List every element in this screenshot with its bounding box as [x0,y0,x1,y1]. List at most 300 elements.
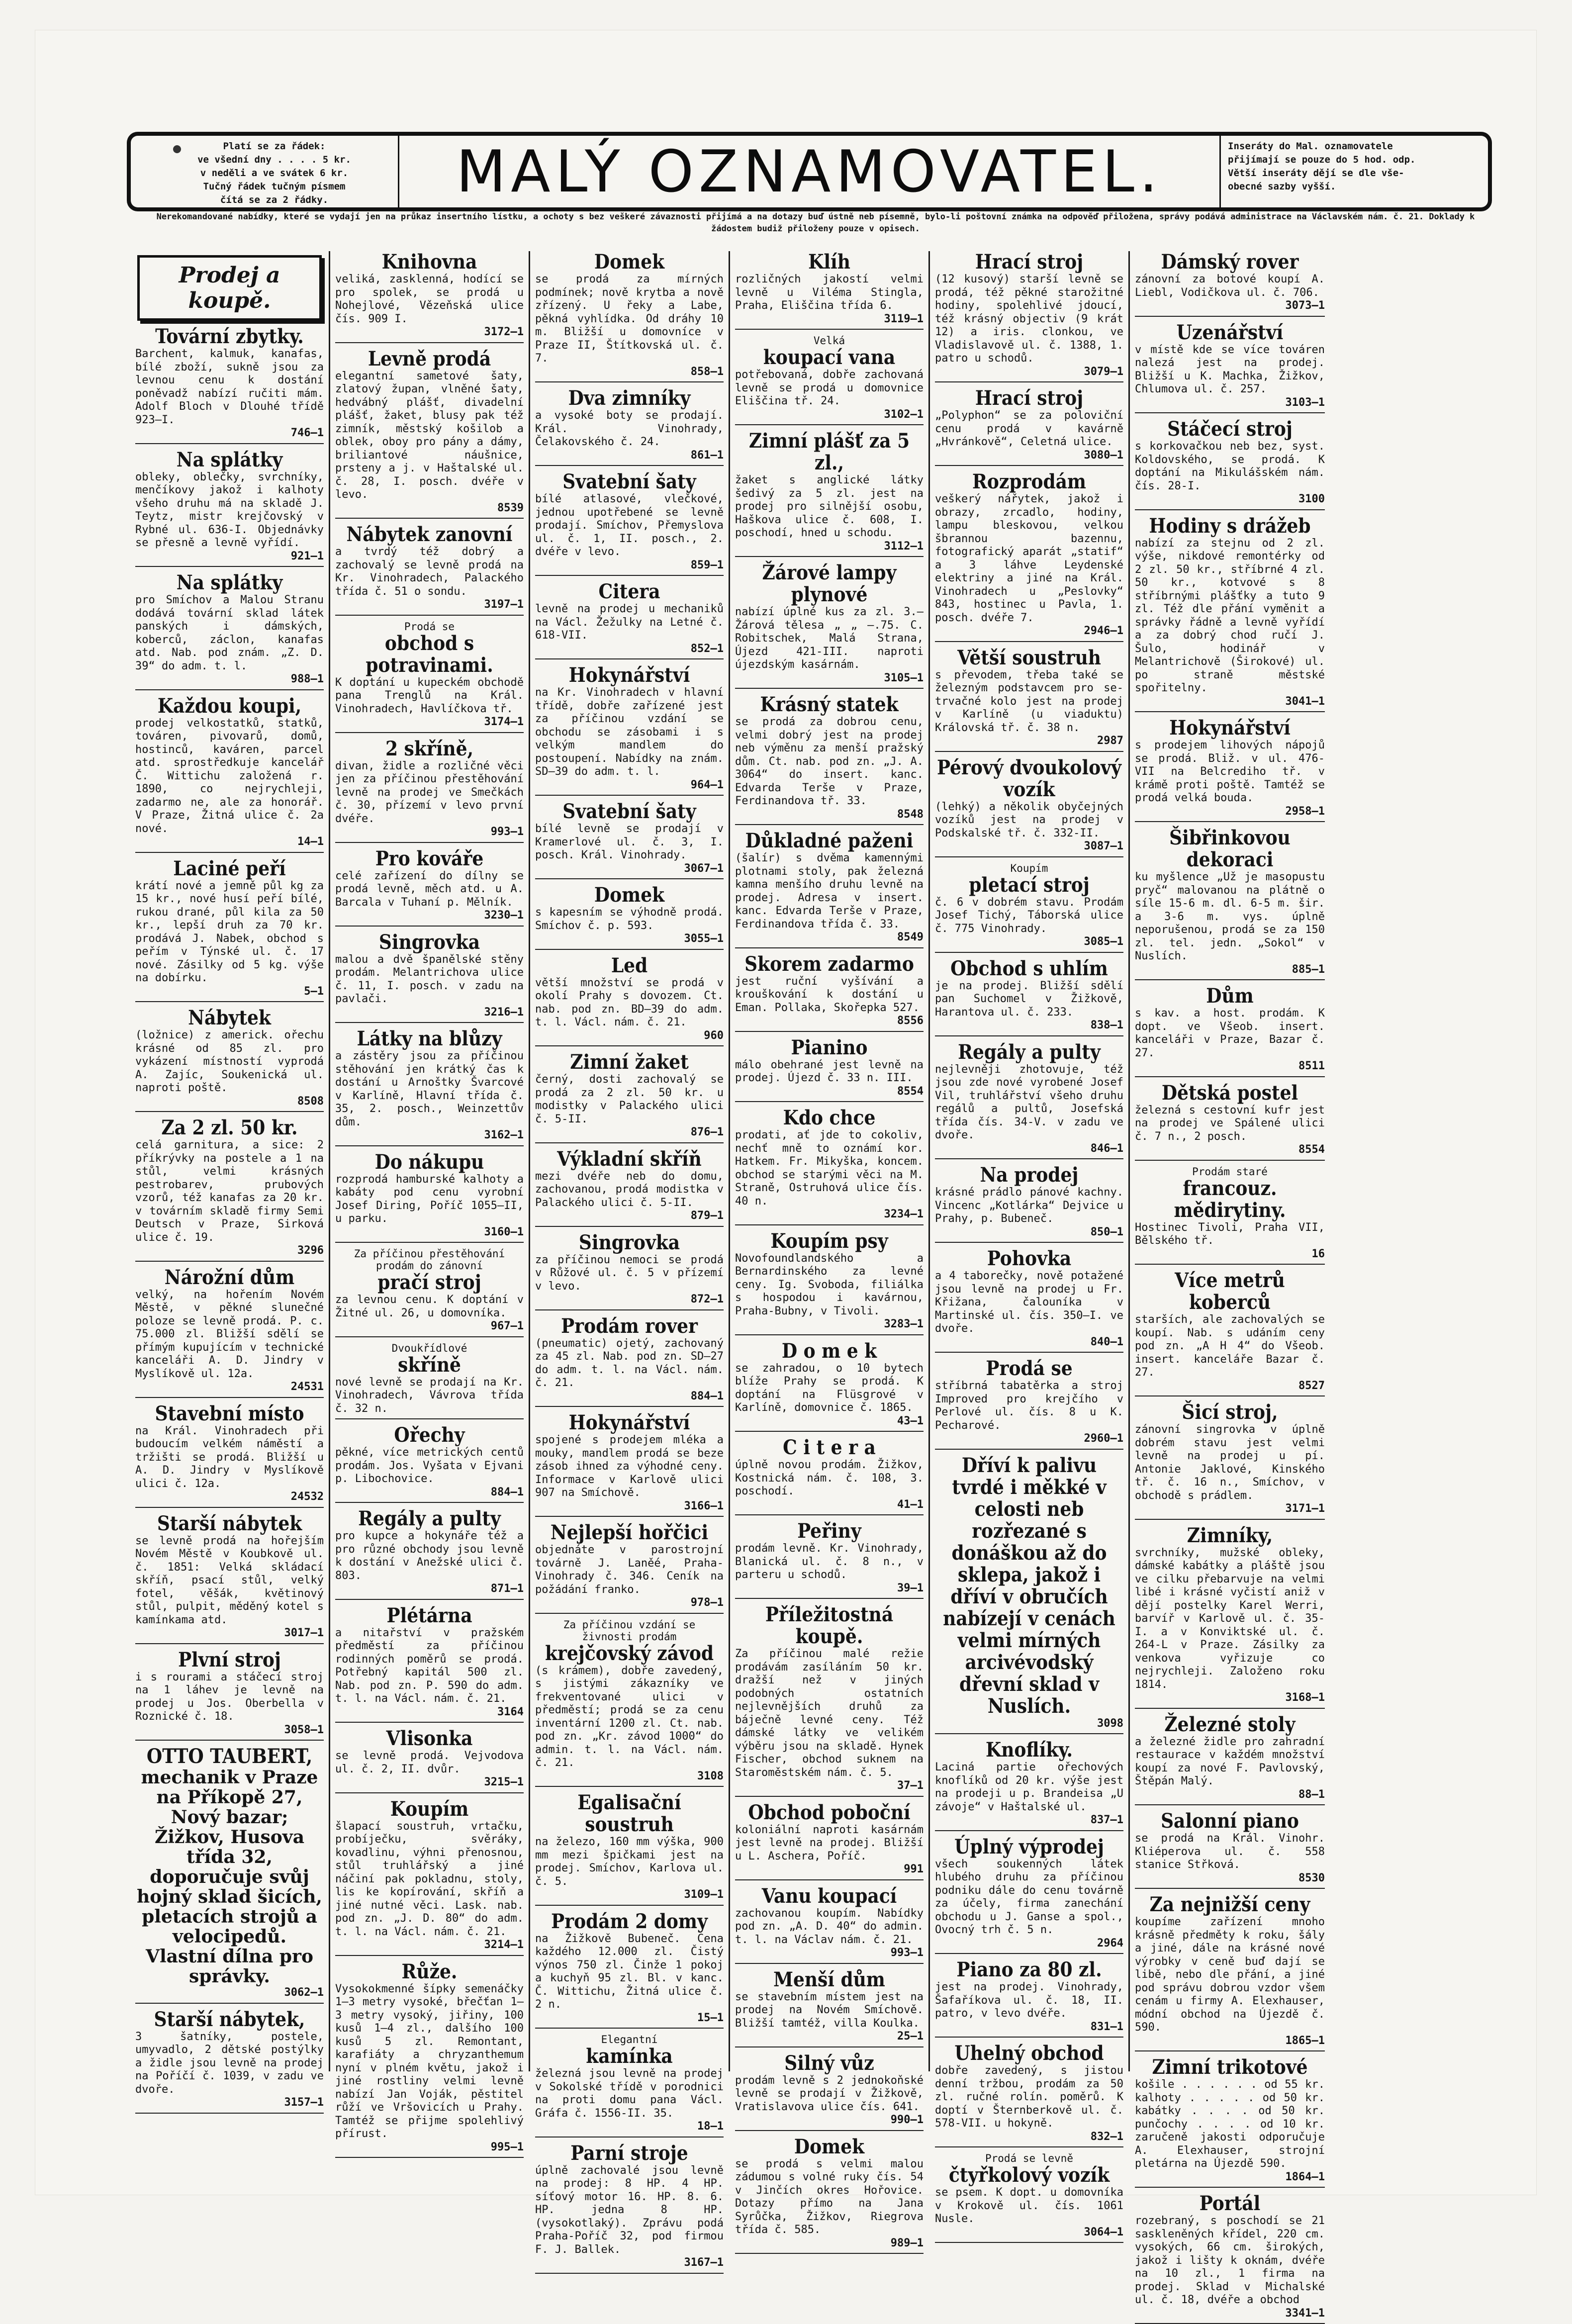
ad-code: 3108 [697,1769,724,1782]
ad-heading: Klíh [808,250,850,274]
ad-preheading: Koupím [1010,862,1048,874]
ad-code: 884—1 [490,1486,524,1498]
ad-body: (lehký) a několik obyčejných vozíků jest na prodej v Podskalské tř. č. 332-II. [935,800,1123,839]
classified-ad [1135,515,1325,713]
classified-ad [535,1315,724,1407]
ad-heading: francouz. mědirytiny. [1174,1176,1286,1222]
ad-body: prodám levně s 2 jednokoňské levně se prodají v Žižkově, Vratislavova ulice čís. 641. [735,2074,924,2113]
terms-line: Větší inseráty dějí se dle vše- [1228,168,1404,179]
ad-heading: obchod s potravinami. [366,631,493,677]
classified-ad [1135,322,1325,414]
ad-divider [535,949,724,950]
ad-divider [135,443,324,444]
masthead-banner [127,132,1492,211]
ad-heading: Plvní stroj [178,1648,281,1672]
ad-divider [1135,1804,1325,1805]
ad-code: 990—1 [890,2114,924,2126]
ad-heading: Starší nábytek, [154,2007,305,2031]
ad-code: 3341—1 [1285,2307,1325,2320]
ad-body: prodati, ať jde to cokoliv, nechť mně to oznámí kor. Hatkem. Fr. Mikyška, koncem. obchod se starými věci na M. Straně, Ostruhová ulice čís. 40 n. [735,1129,924,1208]
ad-code: 3087—1 [1084,840,1123,852]
ad-code: 8511 [1298,1060,1325,1072]
price-line: Platí se za řádek: [223,141,326,152]
ad-heading: Nárožní dům [164,1265,295,1289]
classified-ad [1135,1894,1325,2051]
ad-body: velký, na hořením Novém Městě, v pěkné slunečné poloze se levně prodá. P. c. 75.000 zl. Bližší sdělí se přímým kupujícím v technické kanceláři A. D. Jindry v Myslíkově ul. 12a. [135,1288,324,1380]
ad-heading: Prodám rover [561,1314,698,1338]
ad-code: 964—1 [690,778,724,791]
ad-divider [935,1830,1123,1831]
ad-body: nejlevněji zhotovuje, též jsou zde nové vyrobené Josef Vil, truhlářství všeho druhu regálů a pultů, Josefská třída čís. 34-V. v zadu ve dvoře. [935,1063,1123,1141]
ad-code: 978—1 [690,1596,724,1609]
ad-body: pro kupce a hokynáře též a pro různé obchody jsou levně k dostání v Anežské ulici č. 803. [335,1530,524,1582]
ad-body: všech soukenných látek hlubého druhu za příčinou podniku dále do cenu továrně za účely, firma zanechání obchodu u J. Ganse a spol., Ovocný trh č. 5 n. [935,1858,1123,1936]
ad-body: a 4 taborečky, nově potažené jsou levně na prodej u Fr. Křižana, čalouníka v Martinské ul. čís. 350—I. ve dvoře. [935,1270,1123,1335]
ad-heading: Plétárna [386,1603,472,1627]
ad-body: koloniální naproti kasárnám jest levně na prodej. Bližší u L. Aschera, Poříč. [735,1823,924,1862]
classified-ad [135,2009,324,2114]
classified-ad [335,1508,524,1600]
price-line: ve všední dny . . . . 5 kr. [197,154,351,165]
ad-divider [735,2253,924,2254]
ad-code: 41—1 [897,1498,924,1511]
ad-divider [735,329,924,330]
ad-code: 3168—1 [1285,1691,1325,1704]
ad-divider [735,1598,924,1599]
ad-heading: Krásný statek [760,693,899,716]
classified-ad [735,1885,924,1964]
ad-body: bílé levně se prodají v Kramerlové ul. č. 3, I. posch. Král. Vinohrady. [535,823,724,861]
ad-code: 8548 [897,808,924,821]
ad-divider [1135,2187,1325,2188]
ad-code: 25—1 [897,2030,924,2043]
ad-heading: Piano za 80 zl. [956,1958,1102,1981]
classified-ad [1135,985,1325,1077]
ad-code: 3171—1 [1285,1502,1325,1515]
classified-ad [335,348,524,519]
ad-heading: Hokynářství [568,663,690,687]
ad-divider [735,1879,924,1880]
ad-heading: pletací stroj [969,873,1090,897]
ad-divider [335,926,524,927]
classified-ad [1135,1525,1325,1709]
ad-preheading: Prodá se [404,620,455,633]
ad-heading: Dva zimníky [568,386,691,410]
ad-code: 3157—1 [284,2096,324,2109]
ad-heading: Za nejnižší ceny [1149,1893,1310,1916]
classified-ad [935,862,1123,953]
ad-heading: Za 2 zl. 50 kr. [161,1116,298,1139]
ad-heading: Nábytek zanovní [346,523,513,546]
ad-body: K doptání u kupeckém obchodě pana Trenglů na Král. Vinohradech, Havlíčkova tř. [335,676,524,715]
ad-code: 993—1 [890,1947,924,1959]
ad-code: 24531 [290,1381,324,1393]
ad-body: větší množství se prodá v okolí Prahy s dovozem. Ct. nab. pod zn. BD—39 do adm. t. l. Václ. nám. č. 21. [535,976,724,1028]
ad-preheading: Prodá se levně [985,2152,1073,2164]
ad-heading: Železné stoly [1164,1712,1295,1736]
classified-ad [735,830,924,948]
ad-body: pro Smíchov a Malou Stranu dodává tovární sklad látek panských i dámských, koberců, záclon, kanafas atd. Nab. pod znám. „Z. D. 39“ do adm. t. l. [135,594,324,672]
ad-heading: Menší dům [773,1967,885,1991]
ad-heading: Vanu koupací [761,1884,897,1908]
ad-divider [335,732,524,733]
ad-code: 24532 [290,1490,324,1503]
ad-heading: Do nákupu [374,1150,484,1174]
banner-left-cap [127,132,151,211]
masthead-title: MALÝ OZNAMOVATEL. [399,132,1219,211]
classified-ad [335,1798,524,1956]
terms-line: obecné sazby vyšší. [1228,181,1336,192]
ad-body: nabízí úplné kus za zl. 3.— Žárová tělesa „ „ —.75. C. Robitschek, Malá Strana, Újezd 421-III. naproti újezdským kasárnám. [735,606,924,671]
ad-divider [335,1022,524,1023]
ad-code: 746—1 [290,427,324,439]
ad-divider [1135,711,1325,712]
ad-divider [735,1514,924,1515]
ad-body: stříbrná tabatěrka a stroj Improved pro krejčího v Perlové ul. čís. 8 u K. Pecharové. [935,1380,1123,1432]
ad-heading: Zimní trikotové [1152,2055,1308,2079]
ad-divider [535,1613,724,1614]
ad-heading: Regály a pulty [958,1040,1101,1064]
ad-body: s kav. a host. prodám. K dopt. ve Všeob. insert. kanceláři v Praze, Bazar č. 27. [1135,1007,1325,1059]
ad-divider [1135,821,1325,822]
ad-code: 3017—1 [284,1627,324,1639]
ad-code: 989—1 [890,2236,924,2249]
ad-divider [735,1101,924,1102]
ad-code: 858—1 [690,365,724,378]
ad-code: 8554 [897,1085,924,1098]
ad-heading: Dříví k palivu tvrdé i měkké v celosti neb rozřezané s donáškou až do sklepa, jakož i dříví v obručích nabízejí v cenách velmi mírných arcivévodský dřevní sklad v Nuslích. [943,1453,1115,1718]
classified-ad [335,524,524,616]
ad-heading: Hokynářství [568,1411,690,1434]
ad-heading: Peřiny [797,1519,861,1543]
ad-divider [1135,979,1325,980]
classified-ad [935,1739,1123,1831]
ad-code: 3214—1 [484,1939,524,1951]
ad-divider [335,1792,524,1793]
ad-heading: Stáčecí stroj [1167,417,1293,441]
ad-divider [535,2273,724,2274]
ad-code: 3166—1 [684,1499,724,1512]
ad-body: mezi dvéře neb do domu, zachovanou, prodá modistka v Palackého ulici č. 5-II. [535,1170,724,1209]
ad-body: i s rourami a stáčecí stroj na 1 láhev je levně na prodej u Jos. Oberbella v Roznické č. 18. [135,1671,324,1723]
ad-code: 3234—1 [884,1208,924,1220]
ad-body: s korkovačkou neb bez, syst. Koldovského, se prodá. K doptání na Mikulášském nám. čís. 28-I. [1135,440,1325,492]
ad-body: veškerý nářytek, jakož i obrazy, zrcadlo, hodiny, lampu bleskovou, velkou šbrannou bazennu, fotografický aparát „statif“ a 3 láhve Leydenské elektriny a jiné na Král. Vinohradech u „Peslovky“ 843, hostinec u Pavla, 1. posch. dvéře 7. [935,493,1123,624]
ad-heading: Zimníky, [1187,1523,1273,1547]
ad-body: pěkné, více metrických centů prodám. Jos. Vyšata v Ejvani p. Libochovice. [335,1446,524,1485]
ad-code: 2946—1 [1084,625,1123,637]
ad-code: 8527 [1298,1379,1325,1392]
ad-heading: Svatební šaty [562,800,696,823]
classified-ad [1135,827,1325,980]
ad-body: se prodá na Král. Vinohr. Kliéperova ul. č. 558 stanice Střková. [1135,1832,1325,1871]
ad-body: na Kr. Vinohradech v hlavní třídě, dobře zařízené jest za příčinou vzdání se obchodu se zásobami i s velkým mandlem do postoupení. Nabídky na znám. SD—39 do adm. t. l. [535,686,724,778]
ad-code: 37—1 [897,1779,924,1792]
ad-heading: Silný vůz [784,2051,874,2075]
ad-divider [335,342,524,343]
ad-heading: Singrovka [578,1230,680,1254]
ad-divider [1135,412,1325,413]
ad-divider [735,1963,924,1964]
price-line: Tučný řádek tučným písmem [203,181,346,192]
classified-ad [1135,1270,1325,1396]
ad-heading: Šibřinkovou dekoraci [1169,826,1291,871]
ad-heading: Koupím [390,1797,469,1821]
ad-code: 3105—1 [884,671,924,684]
ad-code: 3079—1 [1084,365,1123,378]
ad-heading: Dětská postel [1161,1081,1298,1105]
ad-divider [535,465,724,466]
ad-heading: Singrovka [378,930,480,954]
ad-code: 3197—1 [484,598,524,611]
ad-body: Novofoundlandského a Bernardinského za levné ceny. Ig. Svoboda, filiálka s hospodou i kavárnou, Praha-Bubny, v Tivoli. [735,1252,924,1317]
ad-heading: Šicí stroj, [1182,1400,1278,1424]
ad-divider [1135,2050,1325,2051]
ad-code: 2958—1 [1285,805,1325,818]
ad-body: prodám levně. Kr. Vinohrady, Blanická ul. č. 8 n., v parteru u schodů. [735,1542,924,1581]
ad-divider [1135,1395,1325,1396]
ad-heading: Na splátky [176,571,283,594]
ad-divider [935,952,1123,953]
ad-body: s prodejem lihových nápojů se prodá. Bliž. v ul. 476-VII na Belcrediho tř. v krámě proti poště. Tamtéž se prodá velká bouda. [1135,739,1325,804]
ad-divider [935,1035,1123,1036]
ad-body: potřebovaná, dobře zachovaná levně se prodá u domovnice Eliščina tř. 24. [735,369,924,407]
classified-ad [335,1028,524,1146]
ad-divider [135,1111,324,1112]
classified-ad [535,1148,724,1227]
ad-body: se zahradou, o 10 bytech blíže Prahy se prodá. K doptání na Flüsgrové v Karlíně, domovnice č. 1865. [735,1362,924,1414]
ad-body: rozličných jakostí velmi levně u Viléma Stingla, Praha, Eliščina třída 6. [735,273,924,312]
ad-body: zánovní singrovka v úplně dobrém stavu jest velmi levně na prodej u pí. Antonie Jaklové, Kinského tř. č. 16 n., Smíchov, v obchodě s prádlem. [1135,1423,1325,1502]
ad-body: úplně novou prodám. Žižkov, Kostnická nám. č. 108, 3. poschodí. [735,1459,924,1497]
ad-code: 3296 [297,1244,324,1257]
ad-code: 3098 [1097,1717,1123,1730]
ad-heading: Regály a pulty [358,1507,501,1530]
ad-heading: 2 skříně, [385,737,473,760]
ad-code: 2964 [1097,1937,1123,1950]
classified-ad [335,1605,524,1723]
ad-divider [135,1643,324,1644]
ad-code: 859—1 [690,558,724,571]
ad-code: 876—1 [690,1126,724,1138]
ad-column [330,250,530,2153]
ad-divider [935,1449,1123,1450]
classified-ad [935,387,1123,466]
ad-heading: Zimní plášť za 5 zl., [748,429,910,474]
classified-ad [135,449,324,567]
ad-heading: Domek [794,2135,865,2158]
classified-ad [735,1037,924,1103]
ad-heading: Více metrů koberců [1175,1269,1285,1314]
classified-ad [535,884,724,950]
ad-divider [535,795,724,796]
ad-code: 846—1 [1090,1142,1123,1155]
ad-code: 5—1 [304,985,324,998]
classified-ad [335,738,524,843]
price-line: v neděli a ve svátek 6 kr. [200,168,349,179]
classified-ad [335,1151,524,1243]
ad-code: 850—1 [1090,1225,1123,1238]
ad-code: 995—1 [490,2140,524,2153]
ad-code: 3167—1 [684,2256,724,2269]
ad-preheading: Za příčinou přestěhování prodám do zánovní [354,1248,505,1272]
classified-ad [535,387,724,466]
ad-code: 861—1 [690,449,724,462]
ad-display-text: mechanik v Praze na Příkopě 27, Nový bazar; Žižkov, Husova třída 32, doporučuje svůj hojný sklad šicích, pletacích strojů a velocipedů. Vlastní dílna pro správky. [137,1767,322,1987]
ad-body: je na prodej. Bližší sdělí pan Suchomel v Žižkově, Harantova ul. č. 233. [935,979,1123,1019]
ad-code: 3062—1 [284,1986,324,1999]
classified-ad [1135,717,1325,822]
ad-body: se levně prodá. Vejvodova ul. č. 2, II. dvůr. [335,1750,524,1775]
ad-divider [535,1406,724,1407]
ad-heading: Portál [1199,2192,1261,2215]
classified-ad [535,1412,724,1517]
ad-body: celá garnitura, a sice: 2 příkrývky na postele a 1 na stůl, velmi krásných pestrobarev, prubových vzorů, též kanafas za 20 kr. v továrním skladě firmy Semi Deutsch v Praze, Sirková ulice č. 19. [135,1139,324,1244]
ad-body: jest na prodej. Vinohrady, Šafaříkova ul. č. 18, II. patro, v levo dvéře. [935,1981,1123,2020]
ad-body: bílé atlasové, vlečkové, jednou upotřebené se levně prodají. Smíchov, Přemyslova ul. č. 1, II. posch., 2. dvéře v levo. [535,493,724,558]
classified-ad [535,801,724,879]
header-notice: Nerekomandované nabídky, které se vydají jen na průkaz insertního lístku, a ochoty s bez veškeré závaznosti přijímá a na dotazy buď ústně neb písemně, bylo-li poštovní známka na odpověď přiložena, správy podává administrace na Václavském nám. č. 21. Doklady k žádostem budiž přiloženy pouze v opisech. [156,212,1475,234]
ad-body: obleky, oblečky, svrchníky, menčíkovy jakož i kalhoty všeho druhu má na skladě J. Teytz, mistr krejčovský v Rybné ul. 636-I. Objednávky se přesně a levně vyřídí. [135,470,324,549]
ad-body: se prodá za mírných podmínek; nově krytba a nově zřízený. U řeky a Labe, pěkná vyhlídka. Od dráhy 10 m. Bližší u domovníce v Praze II, Štítkovská ul. č. 7. [535,273,724,365]
classified-ad [135,858,324,1003]
ad-divider [135,1507,324,1508]
ad-heading: Žárové lampy plynové [762,561,897,606]
ad-heading: Led [611,953,648,977]
ad-heading: Hrací stroj [975,250,1084,274]
classified-ad [335,621,524,733]
ad-code: 3041—1 [1285,695,1325,708]
ad-body: na Žižkově Bubeneč. Cena každého 12.000 zl. Čistý výnos 750 zl. Činže 1 pokoj a kuchyň 95 zl. Bl. v kanc. Č. Wittichu, Žitná ulice č. 2 n. [535,1932,724,2011]
ad-heading: Knihovna [381,250,477,274]
ad-divider [735,947,924,948]
classified-ad [735,1340,924,1432]
classified-ad [135,1403,324,1508]
ad-divider [935,465,1123,466]
classified-ad [335,251,524,343]
ad-code: 3112—1 [884,540,924,553]
ad-code: 3216—1 [484,1006,524,1019]
ad-heading: Hokynářství [1169,716,1291,740]
ad-divider [335,1418,524,1419]
ad-heading: Na splátky [176,448,283,471]
ad-divider [735,1334,924,1335]
ad-code: 3073—1 [1285,299,1325,312]
ad-heading: Růže. [401,1959,458,1983]
ad-code: 15—1 [697,2011,724,2024]
classified-ad [1135,251,1325,317]
ad-body: „Polyphon“ se za poloviční cenu prodá v kavárně „Hvránkově“, Celetná ulice. [935,409,1123,448]
ad-heading: Látky na blůzy [357,1027,502,1050]
ad-heading: Salonní piano [1161,1809,1299,1833]
ad-body: železná s cestovní kufr jest na prodej ve Spálené ulici č. 7 n., 2 posch. [1135,1104,1325,1143]
ad-body: nové levně se prodají na Kr. Vinohradech, Vávrova třída č. 32 n. [335,1376,524,1415]
ad-divider [135,1001,324,1002]
ad-divider [535,381,724,382]
classified-ad [1135,1714,1325,1806]
ad-heading: Pohovka [987,1247,1072,1270]
ad-body: se prodá s velmi malou zádumou s volné ruky čís. 54 v Jinčích okres Hořovice. Dotazy přímo na Jana Syrůčka, Žižkov, Riegrova třída č. 585. [735,2157,924,2236]
classified-ad [335,1248,524,1337]
ad-heading: Příležitostná koupě. [765,1603,894,1648]
ad-code: 1865—1 [1285,2034,1325,2047]
ad-divider [535,1309,724,1310]
ad-body: malou a dvě španělské stěny prodám. Melantrichova ulice č. 11, I. posch. v zadu na pavlači. [335,953,524,1005]
classified-ad [935,757,1123,857]
ad-heading: krejčovský závod [545,1641,714,1665]
classified-ad [535,1911,724,2029]
ad-body: rozebraný, s poschodí se 21 saskleněných křídel, 220 cm. vysokých, 66 cm. širokých, jakož i lišty k oknám, dvéře na 10 zl., 1 firma na prodej. Sklad v Michalské ul. č. 18, dvéře a obchod [1135,2215,1325,2306]
classified-ad [735,1802,924,1880]
ad-divider [935,2037,1123,2038]
ad-divider [935,381,1123,382]
ad-divider [335,1955,524,1956]
ad-divider [935,2146,1123,2147]
ad-divider [1135,1708,1325,1709]
ad-body: za příčinou nemoci se prodá v Růžové ul. č. 5 v přízemí v levo. [535,1253,724,1293]
ad-divider [535,878,724,879]
classified-ad [135,1267,324,1398]
ad-heading: Parní stroje [570,2141,688,2165]
ad-divider [135,689,324,690]
ad-preheading: Dvoukřídlové [391,1342,467,1354]
ad-divider [1135,509,1325,510]
classified-ad [935,1164,1123,1243]
ad-body: a tvrdý též dobrý a zachovalý se levně prodá na Kr. Vinohradech, Palackého třída č. 51 o sondu. [335,546,524,598]
classified-ad [335,1961,524,2158]
ad-heading: Knoflíky. [985,1738,1073,1762]
classified-ad [735,1604,924,1797]
ad-body: (12 kusový) starší levně se prodá, též pěkné starožitné hodiny, spolehlivé jdoucí, též krásný objectiv (9 krát 12) a iris. clonkou, ve Vladislavově ul. č. 1388, 1. patro u schodů. [935,273,1123,365]
ad-body: (s krámem), dobře zavedený, s jistými zákazníky ve frekventované ulici v předměstí; prodá se za cenu inventární 1200 zl. Ct. nab. pod zn. „Kr. závod 1000“ do admin. t. l. na Václ. nám. č. 21. [535,1664,724,1769]
ad-code: 8530 [1298,1871,1325,1884]
ad-heading: Pérový dvoukolový vozík [937,755,1121,801]
classified-ad [135,326,324,444]
ad-divider [735,824,924,825]
ad-column [530,250,730,2269]
ad-heading: Prodám 2 domy [551,1909,708,1933]
ad-heading: Obchod poboční [748,1800,911,1824]
ad-heading: skříně [398,1353,461,1377]
classified-ad [535,2142,724,2274]
ad-body: se psem. K dopt. u domovníka v Krokově ul. čís. 1061 Nusle. [935,2186,1123,2225]
ad-divider [735,556,924,557]
ad-divider [935,2242,1123,2243]
ad-preheading: Velká [813,335,845,347]
ad-body: objednáte v parostrojní továrně J. Laněé, Praha-Vinohrady č. 346. Ceník na požádání franko. [535,1544,724,1596]
ad-heading: Koupím psy [770,1229,888,1253]
classified-ad [935,1248,1123,1353]
ad-heading: Na prodej [980,1163,1079,1187]
classified-ad [1135,1082,1325,1161]
ad-body: č. 6 v dobrém stavu. Prodám Josef Tichý, Táborská ulice č. 775 Vinohrady. [935,896,1123,935]
ad-body: rozprodá hamburské kalhoty a kabáty pod cenu vyrobní Josef Diring, Poříč 1055—II, u parku. [335,1173,524,1225]
ad-body: a nitařství v pražském předměstí za příčinou rodinných poměrů se prodá. Potřebný kapitál 500 zl. Nab. pod zn. P. 590 do adm. t. l. na Václ. nám. č. 21. [335,1626,524,1705]
ad-body: v místě kde se více továren nalezá jest na prodej. Bližší u K. Machka, Žižkov, Chlumova ul. č. 257. [1135,343,1325,395]
ad-body: svrchníky, mužské obleky, dámské kabátky a pláště jsou ve cilku přebarvuje na velmi libé i krásné vyčistí aniž v dějí postelky Karel Werri, barvíř v Karlově ul. č. 35-I. a v Konviktské ul. č. 264-L v Praze. Zásilky za venkova vyřizuje co nejrychleji. Založeno roku 1814. [1135,1546,1325,1691]
ad-divider [535,1142,724,1143]
ad-heading: Svatební šaty [562,470,696,493]
ad-body: dobře zavedený, s jistou denní tržbou, prodám za 50 zl. ručné rolín. poměrů. K doptí v Šternberkově ul. č. 578-VII. u hokyně. [935,2064,1123,2130]
ad-code: 838—1 [1090,1019,1123,1031]
ad-heading: Důkladné paženi [745,829,914,852]
ad-preheading: Elegantní [601,2034,658,2045]
ad-body: zachovanou koupím. Nabídky pod zn. „A. D. 40“ do admin. t. l. na Václav nám. č. 21. [735,1907,924,1946]
ad-code: 852—1 [690,642,724,655]
classified-ad [335,848,524,927]
ad-heading: Skorem zadarmo [744,952,914,976]
ad-code: 39—1 [897,1581,924,1594]
